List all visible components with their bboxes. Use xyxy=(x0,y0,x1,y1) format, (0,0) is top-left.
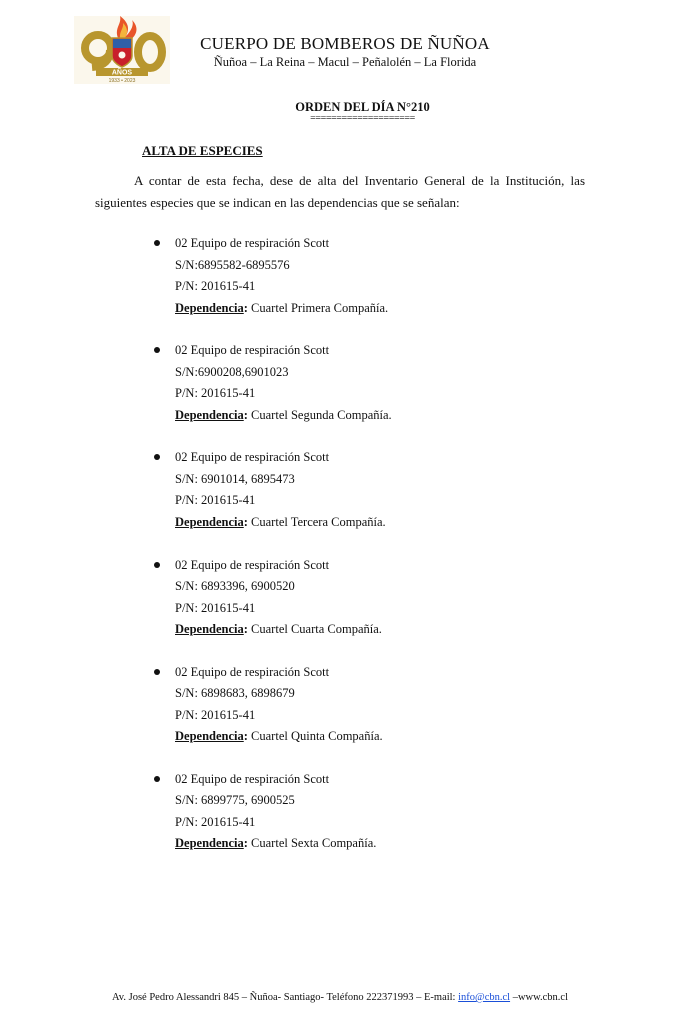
equipment-name: 02 Equipo de respiración Scott xyxy=(175,343,330,358)
dependency-value: Cuartel Cuarta Compañía. xyxy=(247,622,382,637)
dependency-line xyxy=(175,835,376,851)
bullet-icon xyxy=(154,240,160,246)
organization-subtitle: Ñuñoa – La Reina – Macul – Peñalolén – La Florida xyxy=(213,55,477,69)
part-number: P/N: 201615-41 xyxy=(175,814,256,829)
equipment-name: 02 Equipo de respiración Scott xyxy=(175,450,330,465)
part-number: P/N: 201615-41 xyxy=(175,386,256,401)
dependency-value: Cuartel Segunda Compañía. xyxy=(247,407,392,422)
equipment-name: 02 Equipo de respiración Scott xyxy=(175,236,330,250)
logo-banner-text: AÑOS xyxy=(111,69,133,77)
part-number: P/N: 201615-41 xyxy=(175,600,256,615)
equipment-name: 02 Equipo de respiración Scott xyxy=(175,557,330,572)
dependency-label: Dependencia xyxy=(175,407,244,422)
dependency-value: Cuartel Primera Compañía. xyxy=(247,300,389,315)
serial-number: S/N: 6899775, 6900525 xyxy=(175,793,295,808)
dependency-line xyxy=(175,621,382,637)
footer-address: Av. José Pedro Alessandri 845 – Ñuñoa- Santiago- Teléfono 222371993 – E-mail: xyxy=(112,992,459,1003)
dependency-colon: : xyxy=(243,836,248,851)
dependency-value: Cuartel Tercera Compañía. xyxy=(247,514,386,529)
equipment-name: 02 Equipo de respiración Scott xyxy=(175,664,330,679)
footer-website: –www.cbn.cl xyxy=(510,992,568,1003)
list-item xyxy=(0,662,680,769)
dependency-line xyxy=(175,407,392,423)
page-footer xyxy=(0,991,680,1005)
organization-title: CUERPO DE BOMBEROS DE ÑUÑOA xyxy=(200,34,490,53)
dependency-colon: : xyxy=(243,729,248,744)
dependency-line xyxy=(175,728,383,744)
list-item xyxy=(0,769,680,876)
serial-number: S/N:6900208,6901023 xyxy=(175,364,289,379)
bullet-icon xyxy=(154,669,160,675)
dependency-line xyxy=(175,300,388,316)
bullet-icon xyxy=(154,347,160,353)
dependency-line xyxy=(175,514,386,530)
list-item xyxy=(0,555,680,662)
dependency-label: Dependencia xyxy=(175,300,244,315)
dependency-colon: : xyxy=(243,407,248,422)
logo-emblem-icon xyxy=(74,16,170,84)
section-title: ALTA DE ESPECIES xyxy=(142,143,263,158)
part-number: P/N: 201615-41 xyxy=(175,493,256,508)
equipment-name: 02 Equipo de respiración Scott xyxy=(175,771,330,786)
list-item xyxy=(0,447,680,554)
footer-email-link[interactable]: info@cbn.cl xyxy=(458,992,511,1003)
serial-number: S/N:6895582-6895576 xyxy=(175,257,290,272)
dependency-label: Dependencia xyxy=(175,729,244,744)
logo-years-text: 1933 • 2023 xyxy=(108,78,136,84)
dependency-label: Dependencia xyxy=(175,622,244,637)
serial-number: S/N: 6893396, 6900520 xyxy=(175,579,295,594)
order-title-rule: ==================== xyxy=(310,113,415,124)
dependency-colon: : xyxy=(243,300,248,315)
dependency-colon: : xyxy=(243,514,248,529)
order-of-day-title: ORDEN DEL DÍA N°210 xyxy=(295,100,430,114)
dependency-colon: : xyxy=(243,622,248,637)
equipment-list xyxy=(0,233,680,876)
dependency-label: Dependencia xyxy=(175,514,244,529)
list-item xyxy=(0,340,680,447)
bomberos-90-anos-logo xyxy=(74,16,170,84)
bullet-icon xyxy=(154,776,160,782)
bullet-icon xyxy=(154,454,160,460)
serial-number: S/N: 6898683, 6898679 xyxy=(175,686,295,701)
intro-paragraph: A contar de esta fecha, dese de alta del Inventario General de la Institución, las siguientes especies que se indican en las dependencias que se señalan: xyxy=(95,173,585,210)
dependency-label: Dependencia xyxy=(175,836,244,851)
part-number: P/N: 201615-41 xyxy=(175,707,256,722)
list-item xyxy=(0,233,680,340)
serial-number: S/N: 6901014, 6895473 xyxy=(175,471,295,486)
dependency-value: Cuartel Sexta Compañía. xyxy=(247,836,377,851)
bullet-icon xyxy=(154,562,160,568)
part-number: P/N: 201615-41 xyxy=(175,279,256,293)
dependency-value: Cuartel Quinta Compañía. xyxy=(247,729,383,744)
